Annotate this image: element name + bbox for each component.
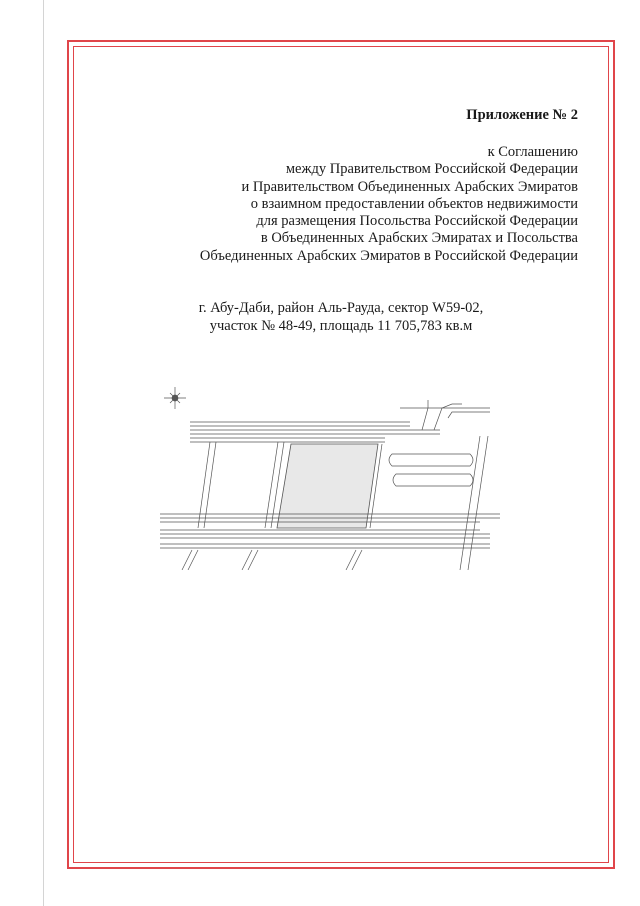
subtitle-line: для размещения Посольства Российской Федерации bbox=[256, 213, 578, 230]
site-plan-map bbox=[160, 378, 500, 570]
subtitle-line: к Соглашению bbox=[487, 144, 578, 160]
upper-road bbox=[190, 422, 440, 442]
agreement-subtitle bbox=[108, 144, 578, 265]
highlighted-plot bbox=[277, 444, 378, 528]
subtitle-line: о взаимном предоставлении объектов недвижимости bbox=[250, 195, 578, 212]
subtitle-line: в Объединенных Арабских Эмиратах и Посольства bbox=[260, 230, 578, 247]
appendix-title: Приложение № 2 bbox=[466, 107, 578, 123]
plot-location bbox=[73, 299, 609, 335]
subtitle-line: Объединенных Арабских Эмиратов в Российской Федерации bbox=[199, 247, 578, 264]
location-line: г. Абу-Даби, район Аль-Рауда, сектор W59-02, bbox=[198, 300, 484, 316]
location-line: участок № 48-49, площадь 11 705,783 кв.м bbox=[209, 318, 473, 334]
subtitle-line: между Правительством Российской Федерации bbox=[285, 161, 578, 178]
subtitle-line: и Правительством Объединенных Арабских Эмиратов bbox=[241, 178, 578, 195]
scan-edge-line bbox=[43, 0, 44, 906]
compass-rose-icon bbox=[164, 387, 186, 409]
